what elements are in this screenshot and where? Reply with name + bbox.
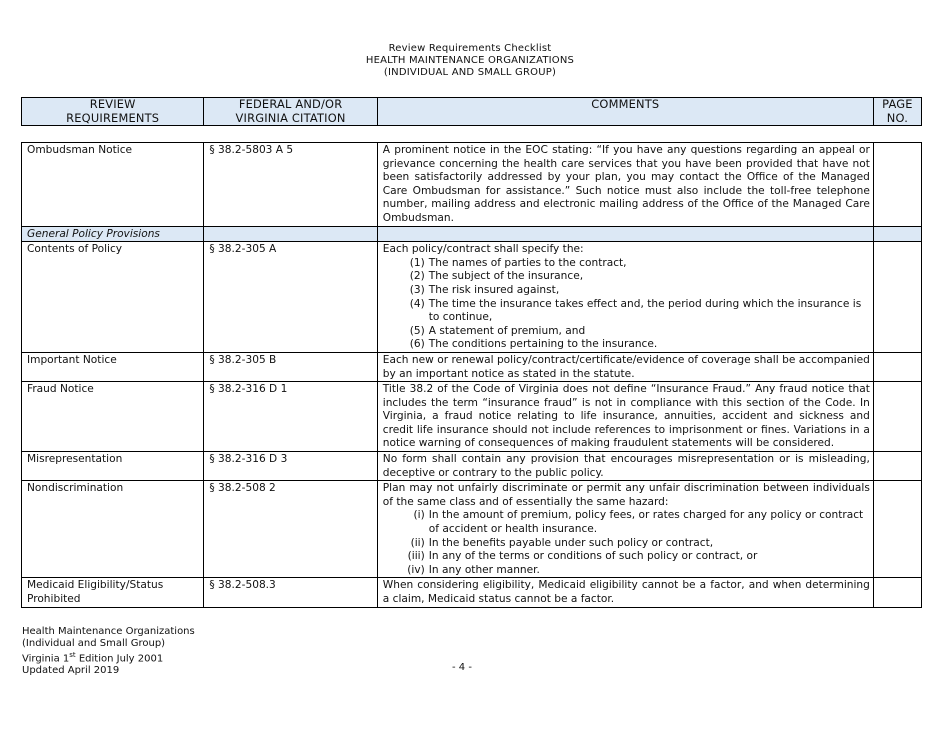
citation-cell: § 38.2-305 B: [204, 352, 377, 381]
requirement-cell: Nondiscrimination: [22, 481, 204, 578]
footer-edition: [22, 650, 195, 665]
section-row: [22, 226, 922, 242]
comment-cell: No form shall contain any provision that encourages misrepresentation or is misleading, deceptive or contrary to the public policy.: [377, 452, 873, 481]
list-number: (iv): [407, 563, 425, 576]
list-item: [383, 284, 870, 298]
table-row: [22, 481, 922, 578]
comment-cell: When considering eligibility, Medicaid eligibility cannot be a factor, and when determining a claim, Medicaid status cannot be a factor.: [377, 578, 873, 607]
list-number: (2): [409, 270, 425, 283]
page-cell[interactable]: [873, 578, 921, 607]
checklist-table: [21, 142, 922, 608]
page-cell[interactable]: [873, 452, 921, 481]
list-item: [383, 550, 870, 564]
comment-intro: Plan may not unfairly discriminate or permit any unfair discrimination between individuals of the same class and of essentially the same hazard:: [382, 482, 870, 508]
list-number: (i): [413, 509, 425, 522]
requirement-cell: Contents of Policy: [22, 242, 204, 353]
column-header-review-line1: REVIEW: [89, 97, 136, 111]
comment-cell: Title 38.2 of the Code of Virginia does not define “Insurance Fraud.” Any fraud notice that includes the term “insurance fraud” is not in compliance with this section of the Code. In Virginia, a fraud notice relating to life insurance, annuities, accident and sickness and credit life insurance should not include references to imprisonment or fines. Variations in a notice warning of consequences of making fraudulent statements will be considered.: [377, 382, 873, 452]
list-item: [383, 537, 870, 551]
list-number: (5): [409, 324, 425, 337]
comment-cell: [377, 481, 873, 578]
list-text: The conditions pertaining to the insurance.: [428, 338, 658, 351]
page-number: - 4 -: [452, 662, 472, 673]
column-header-citation-line1: FEDERAL AND/OR: [238, 97, 343, 111]
list-number: (4): [409, 297, 425, 310]
requirement-cell: Misrepresentation: [22, 452, 204, 481]
title-line-2: HEALTH MAINTENANCE ORGANIZATIONS: [365, 55, 575, 66]
footer-edition-sup: st: [69, 650, 76, 659]
list-text: The subject of the insurance,: [428, 270, 584, 283]
list-item: [383, 338, 870, 352]
requirement-cell: Fraud Notice: [22, 382, 204, 452]
citation-cell: § 38.2-508.3: [204, 578, 377, 607]
list-item: [383, 298, 870, 325]
column-header-review: [22, 98, 204, 126]
list-number: (iii): [407, 550, 425, 563]
comment-cell: A prominent notice in the EOC stating: “If you have any questions regarding an appeal or grievance concerning the health care services that you have been provided that have not been satisfactorily addressed by your plan, you may contact the Office of the Managed Care Ombudsman for assistance.” Such notice must also include the toll-free telephone number, mailing address and electronic mailing address of the Office of the Managed Care Ombudsman.: [377, 143, 873, 227]
table-row: [22, 242, 922, 353]
citation-cell: § 38.2-508 2: [204, 481, 377, 578]
list-item: [383, 270, 870, 284]
column-header-citation-line2: VIRGINIA CITATION: [235, 110, 346, 125]
citation-cell: § 38.2-316 D 1: [204, 382, 377, 452]
section-title: General Policy Provisions: [22, 226, 204, 242]
citation-cell: § 38.2-5803 A 5: [204, 143, 377, 227]
list-text: A statement of premium, and: [428, 324, 586, 337]
list-item: [383, 325, 870, 339]
list-number: (6): [409, 338, 425, 351]
page-cell[interactable]: [873, 143, 921, 227]
list-text: In the amount of premium, policy fees, or rates charged for any policy or contract of accident or health insurance.: [428, 509, 864, 536]
list-text: The names of parties to the contract,: [428, 256, 627, 269]
numbered-list: [383, 509, 870, 577]
list-text: The risk insured against,: [428, 283, 560, 296]
page-cell[interactable]: [873, 242, 921, 353]
list-number: (1): [409, 256, 425, 269]
table-row: [22, 382, 922, 452]
document-title: [0, 43, 940, 79]
column-header-page-line2: NO.: [886, 110, 909, 125]
footer-line-2: (Individual and Small Group): [22, 637, 166, 649]
list-item: [383, 509, 870, 536]
footer-edition-prefix: Virginia 1: [22, 652, 70, 664]
footer-line-1: Health Maintenance Organizations: [22, 626, 195, 637]
list-item: [383, 564, 870, 578]
list-text: In the benefits payable under such policy or contract,: [428, 536, 714, 549]
citation-cell: § 38.2-305 A: [204, 242, 377, 353]
title-line-1: Review Requirements Checklist: [388, 43, 552, 54]
list-text: In any of the terms or conditions of such policy or contract, or: [428, 550, 758, 563]
footer-edition-suffix: Edition July 2001: [75, 652, 164, 664]
title-line-3: (INDIVIDUAL AND SMALL GROUP): [383, 67, 557, 78]
column-header-comments: COMMENTS: [377, 98, 873, 126]
column-header-page: [873, 98, 921, 126]
footer-line-4: Updated April 2019: [22, 664, 120, 676]
comment-cell: Each new or renewal policy/contract/certificate/evidence of coverage shall be accompanied by an important notice as stated in the statute.: [377, 352, 873, 381]
comment-cell: [377, 242, 873, 353]
list-item: [383, 257, 870, 271]
table-row: [22, 352, 922, 381]
list-number: (3): [409, 283, 425, 296]
page-cell[interactable]: [873, 382, 921, 452]
page-cell[interactable]: [873, 352, 921, 381]
table-row: [22, 143, 922, 227]
column-header-citation: [204, 98, 377, 126]
page-cell[interactable]: [873, 481, 921, 578]
citation-cell: § 38.2-316 D 3: [204, 452, 377, 481]
footer: [22, 626, 195, 677]
numbered-list: [383, 257, 870, 352]
requirement-cell: Important Notice: [22, 352, 204, 381]
list-number: (ii): [410, 536, 425, 549]
requirement-cell: Ombudsman Notice: [22, 143, 204, 227]
header-table: [21, 97, 922, 126]
column-header-review-line2: REQUIREMENTS: [66, 110, 160, 125]
comment-intro: Each policy/contract shall specify the:: [382, 243, 584, 256]
column-header-page-line1: PAGE: [882, 97, 913, 111]
list-text: The time the insurance takes effect and, the period during which the insurance is to continue,: [428, 297, 862, 324]
table-row: [22, 452, 922, 481]
requirement-cell: Medicaid Eligibility/Status Prohibited: [22, 578, 204, 607]
list-text: In any other manner.: [428, 563, 540, 576]
table-row: [22, 578, 922, 607]
